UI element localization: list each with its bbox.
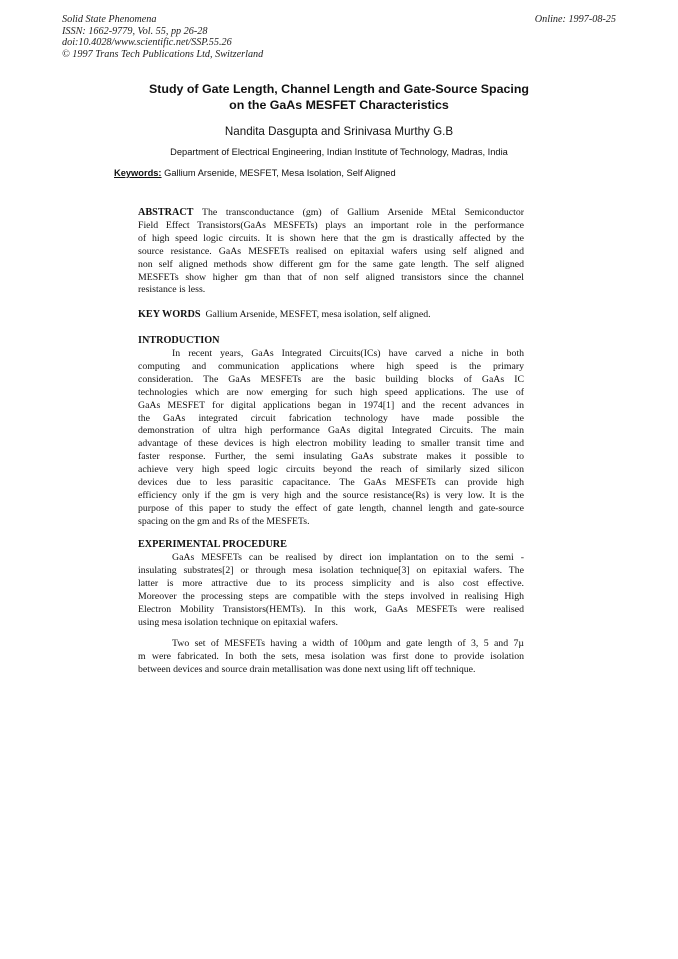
journal-header xyxy=(62,14,263,60)
abstract-section xyxy=(138,207,524,297)
experimental-paragraph-2 xyxy=(138,638,524,677)
abstract-line: non self aligned methods show different gm for the same gate length. The self aligned xyxy=(138,258,524,270)
intro-line: demonstration of ultra high performance GaAs digital Integrated Circuits. The main xyxy=(138,425,524,437)
copyright-line: © 1997 Trans Tech Publications Ltd, Switzerland xyxy=(62,48,264,60)
key-words-label: KEY WORDS xyxy=(138,309,201,320)
intro-line: GaAs MESFET for digital applications began in 1974[1] and the recent advances in xyxy=(138,399,524,411)
title-line-1: Study of Gate Length, Channel Length and Gate-Source Spacing xyxy=(148,82,529,96)
authors: Nandita Dasgupta and Srinivasa Murthy G.B xyxy=(224,125,454,138)
abstract-label: ABSTRACT xyxy=(138,207,194,218)
exp2-line: between devices and source drain metallisation was done next using lift off technique. xyxy=(138,663,476,675)
intro-line: devices due to less parasitic capacitance. The GaAs MESFETs can provide high xyxy=(138,477,524,489)
affiliation: Department of Electrical Engineering, Indian Institute of Technology, Madras, India xyxy=(170,147,508,157)
exp2-line: Two set of MESFETs having a width of 100µm and gate length of 3, 5 and 7µ xyxy=(172,638,524,649)
intro-line: consideration. The GaAs MESFETs are the basic building blocks of GaAs IC xyxy=(138,373,524,385)
paper-title xyxy=(80,82,598,113)
journal-name: Solid State Phenomena xyxy=(62,14,157,25)
abstract-line: of high speed logic circuits. It is shown here that the gm is drastically affected by the xyxy=(138,232,524,244)
exp2-line: m were fabricated. In both the sets, mesa isolation was first done to provide isolation xyxy=(138,650,524,662)
intro-line: purpose of this paper to study the effect of gate length, channel length and gate-source xyxy=(138,502,524,514)
introduction-section xyxy=(138,348,524,529)
intro-line: the GaAs integrated circuit fabrication technology have made possible the xyxy=(138,412,524,424)
intro-line: faster response. Further, the semi insulating GaAs substrate makes it possible to xyxy=(138,451,524,463)
abstract-line: source resistance. GaAs MESFETs realised on epitaxial wafers using self aligned and xyxy=(138,245,524,257)
key-words-text: Gallium Arsenide, MESFET, mesa isolation, self aligned. xyxy=(205,309,431,320)
exp-line: insulating substrates[2] or through mesa isolation technique[3] on epitaxial wafers. The xyxy=(138,564,524,576)
exp-line: GaAs MESFETs can be realised by direct ion implantation on to the semi - xyxy=(172,552,524,563)
experimental-heading: EXPERIMENTAL PROCEDURE xyxy=(138,539,287,550)
experimental-section xyxy=(138,552,524,629)
introduction-heading: INTRODUCTION xyxy=(138,335,220,346)
intro-line: technologies which are now emerging for such high speed applications. The use of xyxy=(138,386,524,398)
abstract-line: MESFETs show higher gm than that of non self aligned transistors since the channel xyxy=(138,271,524,283)
keywords-label: Keywords: xyxy=(114,168,162,178)
abstract-line: ABSTRACT The transconductance (gm) of Gallium Arsenide MEtal Semiconductor xyxy=(138,207,524,218)
abstract-line: Field Effect Transistors(GaAs MESFETs) plays an important role in the performance xyxy=(138,219,524,231)
key-words-line xyxy=(138,309,524,322)
exp-line: latter is more attractive due to its process simplicity and is also cost effective. xyxy=(138,577,524,589)
exp-line: using mesa isolation technique on epitaxial wafers. xyxy=(138,616,338,628)
intro-line: advantage of these devices is high electron mobility leading to smaller transit time and xyxy=(138,438,524,450)
keywords-text: Gallium Arsenide, MESFET, Mesa Isolation, Self Aligned xyxy=(164,168,396,178)
issn-line: ISSN: 1662-9779, Vol. 55, pp 26-28 xyxy=(62,25,208,37)
intro-line: computing and communication applications where high speed is the primary xyxy=(138,360,524,372)
intro-line: efficiency only if the gm is very high and the source resistance(Rs) is very low. It is the xyxy=(138,489,524,501)
key-words-section xyxy=(138,309,524,322)
intro-line: spacing on the gm and Rs of the MESFETs. xyxy=(138,515,310,527)
keywords-line xyxy=(114,168,396,178)
abstract-line: resistance is less. xyxy=(138,284,206,296)
online-date: Online: 1997-08-25 xyxy=(534,14,616,25)
intro-line: achieve very high speed logic circuits beyond the reach of similarly sized silicon xyxy=(138,464,524,476)
exp-line: Electron Mobility Transistors(HEMTs). In this work, GaAs MESFETs were realised xyxy=(138,603,524,615)
doi-line: doi:10.4028/www.scientific.net/SSP.55.26 xyxy=(62,37,232,49)
title-line-2: on the GaAs MESFET Characteristics xyxy=(229,97,449,112)
intro-line: In recent years, GaAs Integrated Circuits(ICs) have carved a niche in both xyxy=(172,348,524,359)
exp-line: Moreover the processing steps are compatible with the steps involved in realising High xyxy=(138,590,524,602)
